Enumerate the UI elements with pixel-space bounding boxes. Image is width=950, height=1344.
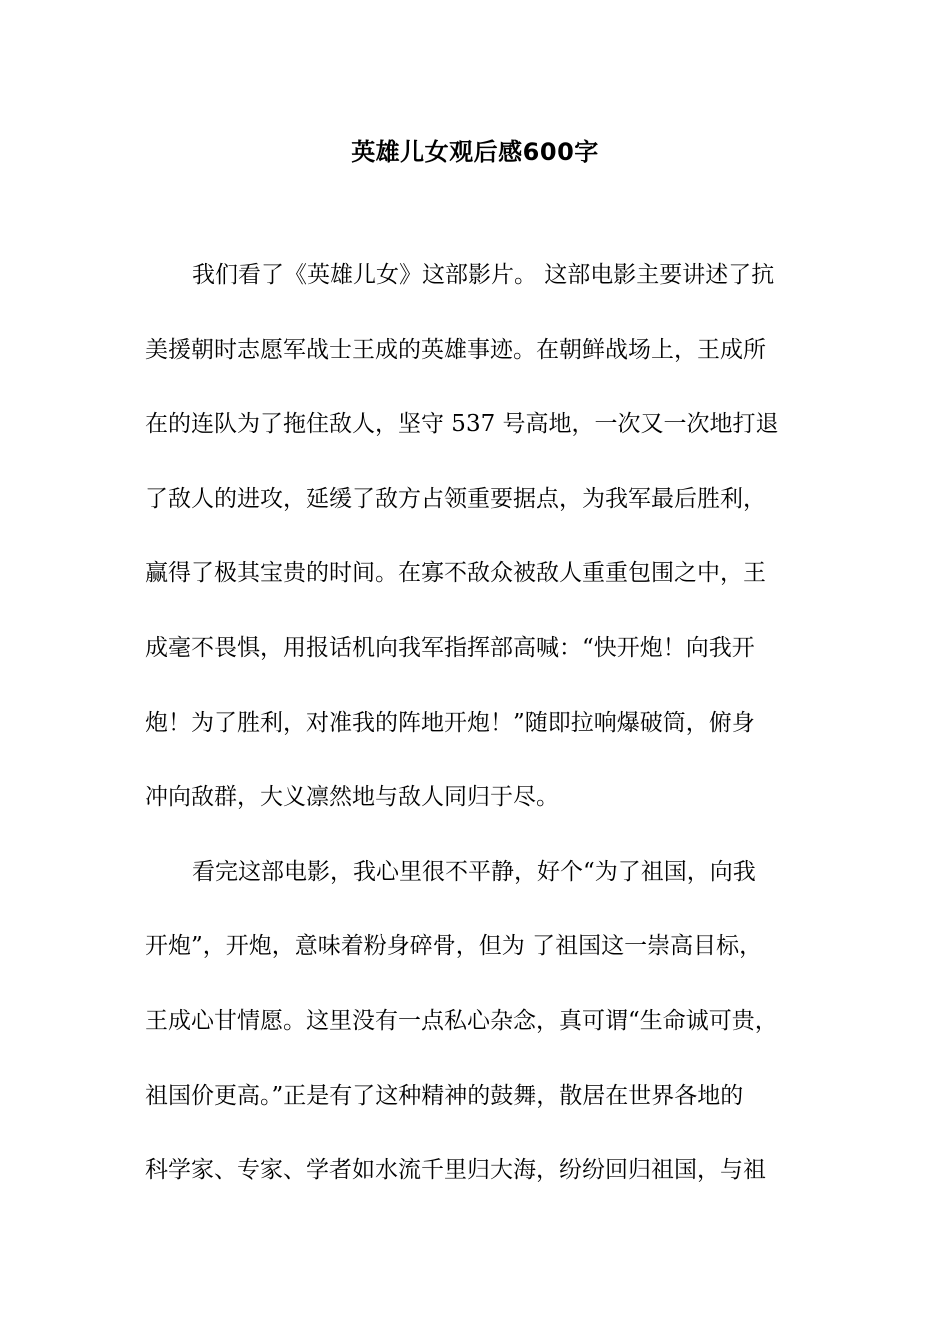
body-line: 赢得了极其宝贵的时间。在寡不敌众被敌人重重包围之中，王	[145, 560, 766, 587]
body-line: 冲向敌群，大义凛然地与敌人同归于尽。	[145, 784, 559, 811]
body-line: 成毫不畏惧，用报话机向我军指挥部高喊：“快开炮！向我开	[145, 634, 755, 661]
body-line: 开炮”，开炮，意味着粉身碎骨，但为 了祖国这一崇高目标，	[145, 933, 763, 960]
body-line: 王成心甘情愿。这里没有一点私心杂念，真可谓“生命诚可贵，	[145, 1007, 778, 1034]
document-body	[145, 252, 820, 1222]
body-line: 看完这部电影，我心里很不平静，好个“为了祖国，向我	[192, 858, 756, 885]
body-line: 科学家、专家、学者如水流千里归大海，纷纷回归祖国，与祖	[145, 1157, 766, 1184]
body-line: 了敌人的进攻，延缓了敌方占领重要据点，为我军最后胜利，	[145, 485, 766, 512]
body-line: 炮！为了胜利，对准我的阵地开炮！”随即拉响爆破筒，俯身	[145, 709, 755, 736]
document-title: 英雄儿女观后感600字	[351, 138, 599, 166]
body-line: 我们看了《英雄儿女》这部影片。 这部电影主要讲述了抗	[192, 262, 775, 288]
body-line: 在的连队为了拖住敌人，坚守 537 号高地，一次又一次地打退	[145, 411, 779, 438]
body-line: 美援朝时志愿军战士王成的英雄事迹。在朝鲜战场上，王成所	[145, 336, 766, 363]
body-line: 祖国价更高。”正是有了这种精神的鼓舞，散居在世界各地的	[145, 1082, 744, 1109]
